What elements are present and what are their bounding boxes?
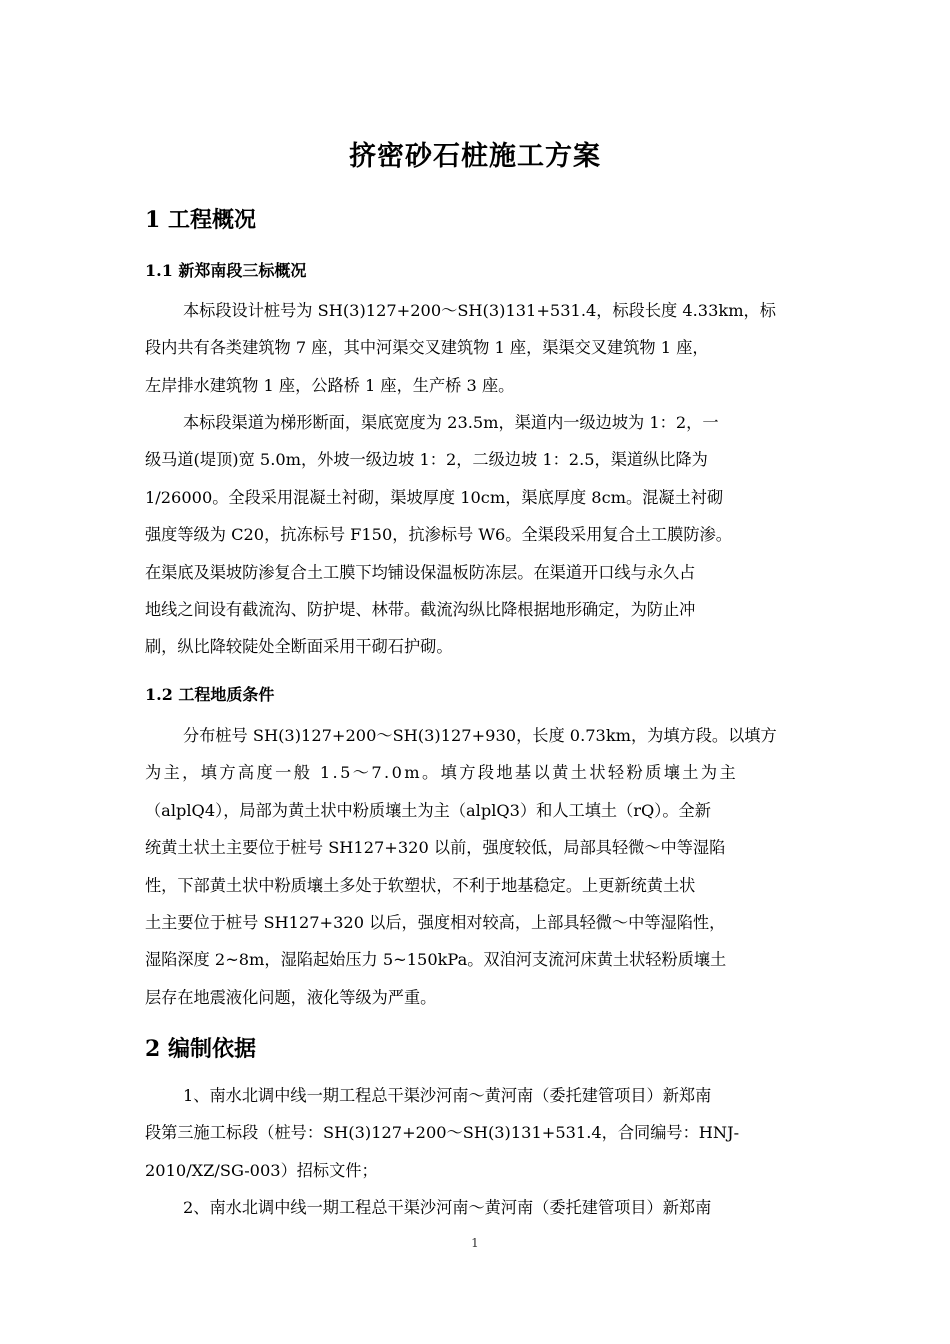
text-line: 级马道(堤顶)宽 5.0m，外坡一级边坡 1：2，二级边坡 1：2.5，渠道纵比降为 [145, 450, 708, 470]
text-line: 左岸排水建筑物 1 座，公路桥 1 座，生产桥 3 座。 [145, 375, 515, 395]
section-2-paragraph-2 [145, 1189, 810, 1226]
text-line: 分布桩号 SH(3)127+200～SH(3)127+930，长度 0.73km，为填方段。以填方 [183, 726, 777, 745]
text-line: 土主要位于桩号 SH127+320 以后，强度相对较高，上部具轻微～中等湿陷性， [145, 913, 726, 933]
text-line: 本标段设计桩号为 SH(3)127+200～SH(3)131+531.4，标段长度 4.33km，标 [183, 301, 776, 320]
text-line: 强度等级为 C20，抗冻标号 F150，抗渗标号 W6。全渠段采用复合土工膜防渗。 [145, 525, 732, 545]
section-1-1-paragraph-1 [145, 292, 810, 404]
section-1-2-heading: 1.2 工程地质条件 [145, 685, 275, 704]
text-line: 湿陷深度 2~8m，湿陷起始压力 5~150kPa。双洎河支流河床黄土状轻粉质壤土 [145, 950, 727, 970]
text-line: 地线之间设有截流沟、防护堤、林带。截流沟纵比降根据地形确定，为防止冲 [145, 600, 696, 620]
section-1-heading: 1 工程概况 [145, 207, 256, 233]
text-line: 1、南水北调中线一期工程总干渠沙河南～黄河南（委托建管项目）新郑南 [183, 1086, 712, 1105]
section-1-2-paragraph-1 [145, 717, 810, 1016]
section-1-1-heading: 1.1 新郑南段三标概况 [145, 261, 307, 280]
text-line: 层存在地震液化问题，液化等级为严重。 [145, 987, 437, 1007]
section-2-paragraph-1 [145, 1077, 810, 1189]
text-line: 为主，填方高度一般 1.5～7.0m。填方段地基以黄土状轻粉质壤土为主 [145, 763, 739, 783]
text-line: 在渠底及渠坡防渗复合土工膜下均铺设保温板防冻层。在渠道开口线与永久占 [145, 562, 696, 582]
document-title: 挤密砂石桩施工方案 [349, 141, 601, 172]
text-line: 2、南水北调中线一期工程总干渠沙河南～黄河南（委托建管项目）新郑南 [183, 1198, 712, 1217]
text-line: 刷，纵比降较陡处全断面采用干砌石护砌。 [145, 637, 453, 657]
section-1-1-paragraph-2 [145, 404, 810, 666]
text-line: 段内共有各类建筑物 7 座，其中河渠交叉建筑物 1 座，渠渠交叉建筑物 1 座， [145, 338, 709, 358]
section-2-heading: 2 编制依据 [145, 1036, 256, 1062]
text-line: 性，下部黄土状中粉质壤土多处于软塑状，不利于地基稳定。上更新统黄土状 [145, 875, 696, 895]
text-line: 统黄土状土主要位于桩号 SH127+320 以前，强度较低，局部具轻微～中等湿陷 [145, 838, 726, 858]
text-line: 本标段渠道为梯形断面，渠底宽度为 23.5m，渠道内一级边坡为 1：2，一 [183, 413, 719, 432]
text-line: （alplQ4），局部为黄土状中粉质壤土为主（alplQ3）和人工填土（rQ）。全新 [145, 800, 711, 820]
page-number: 1 [471, 1236, 479, 1250]
text-line: 1/26000。全段采用混凝土衬砌，渠坡厚度 10cm，渠底厚度 8cm。混凝土衬砌 [145, 487, 724, 507]
text-line: 段第三施工标段（桩号：SH(3)127+200～SH(3)131+531.4，合同编号：HNJ- [145, 1123, 740, 1143]
text-line: 2010/XZ/SG-003）招标文件； [145, 1160, 378, 1180]
